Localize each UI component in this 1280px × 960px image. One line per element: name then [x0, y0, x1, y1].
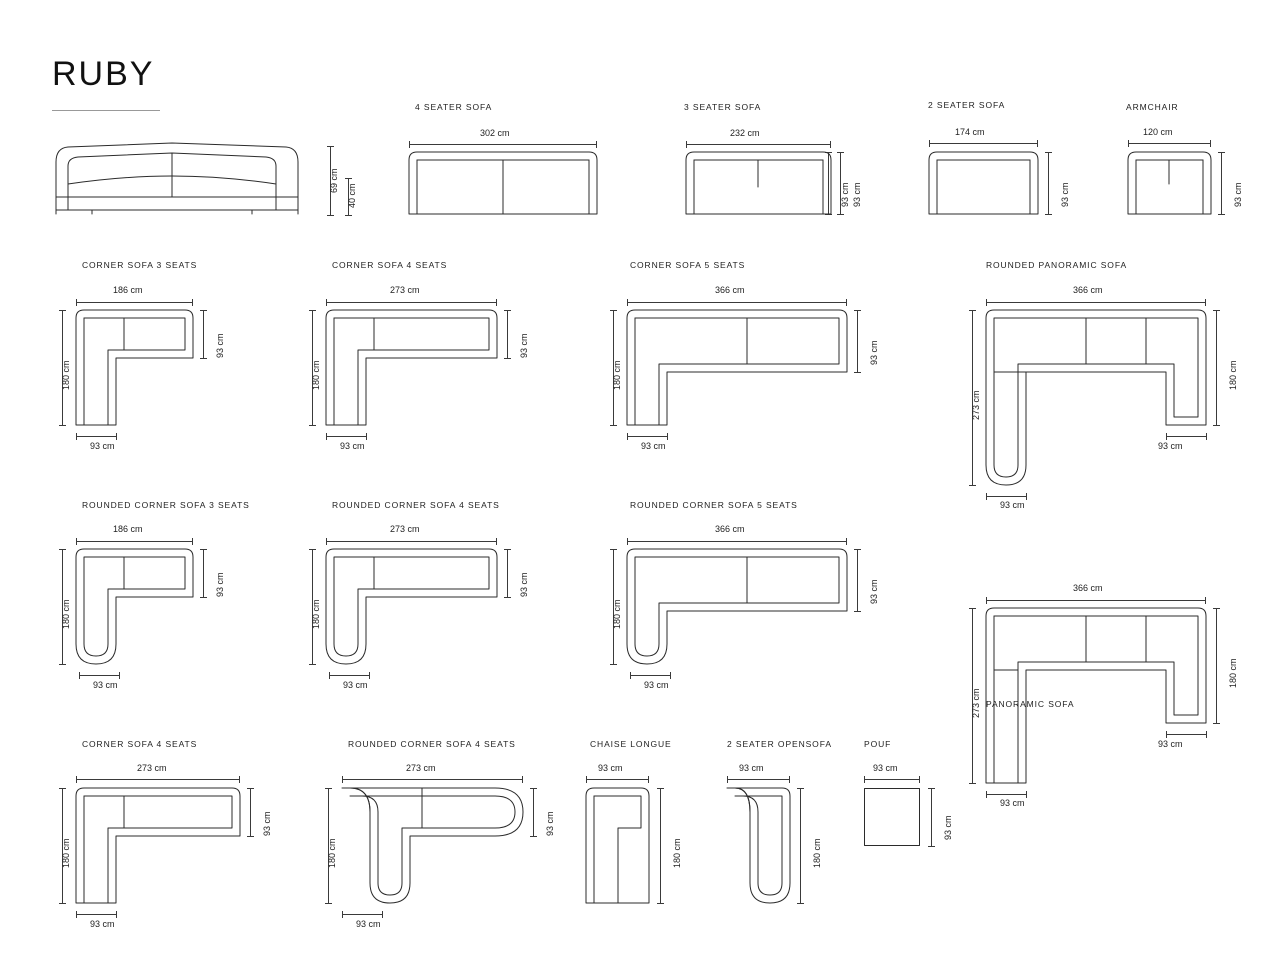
- item-corner-sofa-3-seats-width-label: 186 cm: [113, 285, 143, 295]
- item-corner-sofa-5-seats-width-tick-right: [846, 299, 847, 306]
- item-corner-sofa-4-seats-drawing: [326, 310, 497, 425]
- item-3-seater-sofa-width-label: 232 cm: [730, 128, 760, 138]
- item-panoramic-sofa-label: PANORAMIC SOFA: [986, 699, 1075, 709]
- item-rounded-corner-sofa-4-seats-foot-label: 93 cm: [343, 680, 368, 690]
- item-rounded-corner-sofa-5-seats-foot-tick-left: [630, 672, 631, 679]
- item-rounded-panoramic-sofa-depth-tick-bottom: [969, 485, 976, 486]
- item-rounded-panoramic-sofa-right-depth-line: [1216, 310, 1217, 425]
- item-corner-sofa-4-seats-label: CORNER SOFA 4 SEATS: [332, 260, 448, 270]
- item-rounded-corner-sofa-3-seats-label: ROUNDED CORNER SOFA 3 SEATS: [82, 500, 250, 510]
- item-2-seater-sofa-width-tick-right: [1037, 140, 1038, 147]
- item-chaise-longue-width-tick-right: [648, 776, 649, 783]
- item-4-seater-sofa-drawing: [409, 152, 597, 214]
- item-4-seater-sofa-depth-label: 93 cm: [840, 182, 850, 207]
- item-corner-sofa-5-seats-foot-label: 93 cm: [641, 441, 666, 451]
- item-panoramic-sofa-right-foot-line: [1166, 734, 1206, 735]
- item-rounded-corner-sofa-5-seats-depth-label: 180 cm: [612, 599, 622, 629]
- item-corner-sofa-3-seats-label: CORNER SOFA 3 SEATS: [82, 260, 198, 270]
- item-armchair-width-tick-right: [1210, 140, 1211, 147]
- title-divider: [52, 110, 160, 111]
- item-armchair-width-line: [1128, 143, 1210, 144]
- item-armchair-depth-label: 93 cm: [1233, 182, 1243, 207]
- item-rounded-panoramic-sofa-left-foot-label: 93 cm: [1000, 500, 1025, 510]
- item-panoramic-sofa-right-foot-tick-left: [1166, 731, 1167, 738]
- item-rounded-panoramic-sofa-right-foot-tick-right: [1206, 433, 1207, 440]
- item-rounded-panoramic-sofa-left-foot-tick-right: [1026, 493, 1027, 500]
- item-2-seater-sofa-depth-tick-top: [1045, 152, 1052, 153]
- item-2-seater-sofa-depth-tick-bottom: [1045, 214, 1052, 215]
- item-rounded-corner-sofa-3-seats-foot-tick-right: [119, 672, 120, 679]
- item-corner-sofa-4-seats-depth-label: 180 cm: [311, 360, 321, 390]
- item-3-seater-sofa-depth-tick-top: [837, 152, 844, 153]
- item-corner-sofa-4-seats-mirror-arm-line: [250, 788, 251, 836]
- item-corner-sofa-4-seats-mirror-foot-tick-left: [76, 911, 77, 918]
- item-corner-sofa-5-seats-depth-tick-bottom: [610, 425, 617, 426]
- item-corner-sofa-4-seats-mirror-width-tick-left: [76, 776, 77, 783]
- item-rounded-corner-sofa-3-seats-width-tick-right: [192, 538, 193, 545]
- item-corner-sofa-4-seats-mirror-width-label: 273 cm: [137, 763, 167, 773]
- item-4-seater-sofa-label: 4 SEATER SOFA: [415, 102, 493, 112]
- item-chaise-longue-drawing: [586, 788, 649, 903]
- item-pouf-width-label: 93 cm: [873, 763, 898, 773]
- item-corner-sofa-5-seats-arm-line: [857, 310, 858, 372]
- item-panoramic-sofa-right-depth-tick-bottom: [1213, 723, 1220, 724]
- item-panoramic-sofa-right-depth-label: 180 cm: [1228, 658, 1238, 688]
- item-rounded-corner-sofa-3-seats-arm-line: [203, 549, 204, 597]
- item-2-seater-opensofa-width-tick-left: [727, 776, 728, 783]
- item-corner-sofa-4-seats-mirror-foot-line: [76, 914, 116, 915]
- hero-height-40-tick-bottom: [345, 215, 352, 216]
- item-rounded-panoramic-sofa-right-foot-label: 93 cm: [1158, 441, 1183, 451]
- item-rounded-corner-sofa-5-seats-depth-tick-bottom: [610, 664, 617, 665]
- item-corner-sofa-4-seats-foot-tick-right: [366, 433, 367, 440]
- item-rounded-corner-sofa-5-seats-depth-tick-top: [610, 549, 617, 550]
- item-corner-sofa-5-seats-foot-tick-left: [627, 433, 628, 440]
- item-rounded-corner-sofa-3-seats-depth-tick-top: [59, 549, 66, 550]
- item-rounded-panoramic-sofa-left-foot-tick-left: [986, 493, 987, 500]
- item-rounded-panoramic-sofa-left-foot-line: [986, 496, 1026, 497]
- item-corner-sofa-4-seats-mirror-drawing: [76, 788, 240, 903]
- item-rounded-corner-sofa-4-seats-mirror-depth-tick-bottom: [325, 903, 332, 904]
- item-pouf-width-tick-left: [864, 776, 865, 783]
- item-rounded-corner-sofa-4-seats-depth-tick-bottom: [309, 664, 316, 665]
- item-pouf-width-line: [864, 779, 919, 780]
- item-pouf-depth-label: 93 cm: [943, 815, 953, 840]
- item-rounded-corner-sofa-3-seats-depth-label: 180 cm: [61, 599, 71, 629]
- item-rounded-corner-sofa-4-seats-arm-line: [507, 549, 508, 597]
- item-rounded-panoramic-sofa-width-line: [986, 302, 1205, 303]
- item-rounded-panoramic-sofa-depth-tick-top: [969, 310, 976, 311]
- item-rounded-corner-sofa-4-seats-foot-tick-left: [329, 672, 330, 679]
- item-corner-sofa-4-seats-arm-tick-top: [504, 310, 511, 311]
- item-rounded-corner-sofa-4-seats-mirror-depth-tick-top: [325, 788, 332, 789]
- item-rounded-corner-sofa-4-seats-mirror-arm-label: 93 cm: [545, 811, 555, 836]
- item-armchair-label: ARMCHAIR: [1126, 102, 1179, 112]
- item-4-seater-sofa-width-tick-right: [596, 141, 597, 148]
- item-rounded-corner-sofa-3-seats-arm-label: 93 cm: [215, 572, 225, 597]
- item-rounded-panoramic-sofa-right-depth-label: 180 cm: [1228, 360, 1238, 390]
- item-rounded-panoramic-sofa-drawing: [986, 310, 1206, 485]
- item-rounded-corner-sofa-3-seats-drawing: [76, 549, 193, 664]
- item-armchair-depth-line: [1221, 152, 1222, 214]
- item-panoramic-sofa-width-label: 366 cm: [1073, 583, 1103, 593]
- item-corner-sofa-5-seats-arm-tick-top: [854, 310, 861, 311]
- item-3-seater-sofa-depth-label: 93 cm: [852, 182, 862, 207]
- item-rounded-corner-sofa-4-seats-mirror-width-tick-right: [522, 776, 523, 783]
- item-panoramic-sofa-width-tick-left: [986, 597, 987, 604]
- item-rounded-panoramic-sofa-right-depth-tick-top: [1213, 310, 1220, 311]
- item-corner-sofa-3-seats-width-tick-right: [192, 299, 193, 306]
- item-panoramic-sofa-drawing: [986, 608, 1206, 783]
- item-rounded-corner-sofa-4-seats-mirror-arm-line: [533, 788, 534, 836]
- item-chaise-longue-width-tick-left: [586, 776, 587, 783]
- item-corner-sofa-4-seats-mirror-label: CORNER SOFA 4 SEATS: [82, 739, 198, 749]
- item-rounded-corner-sofa-3-seats-width-tick-left: [76, 538, 77, 545]
- item-corner-sofa-5-seats-width-label: 366 cm: [715, 285, 745, 295]
- item-rounded-corner-sofa-4-seats-width-line: [326, 541, 496, 542]
- item-rounded-corner-sofa-4-seats-arm-tick-bottom: [504, 597, 511, 598]
- item-corner-sofa-3-seats-foot-line: [76, 436, 116, 437]
- item-2-seater-sofa-label: 2 SEATER SOFA: [928, 100, 1006, 110]
- item-chaise-longue-depth-line: [660, 788, 661, 903]
- item-pouf-depth-tick-top: [928, 788, 935, 789]
- hero-front-view-drawing: [52, 140, 302, 215]
- item-corner-sofa-4-seats-mirror-depth-tick-top: [59, 788, 66, 789]
- item-corner-sofa-4-seats-mirror-arm-tick-top: [247, 788, 254, 789]
- item-2-seater-sofa-depth-line: [1048, 152, 1049, 214]
- item-rounded-corner-sofa-4-seats-mirror-width-tick-left: [342, 776, 343, 783]
- item-corner-sofa-5-seats-width-tick-left: [627, 299, 628, 306]
- item-corner-sofa-4-seats-mirror-foot-tick-right: [116, 911, 117, 918]
- item-rounded-panoramic-sofa-width-tick-left: [986, 299, 987, 306]
- item-rounded-corner-sofa-5-seats-arm-line: [857, 549, 858, 611]
- item-chaise-longue-depth-tick-top: [657, 788, 664, 789]
- item-2-seater-opensofa-width-tick-right: [789, 776, 790, 783]
- item-corner-sofa-5-seats-foot-tick-right: [667, 433, 668, 440]
- item-corner-sofa-3-seats-width-line: [76, 302, 192, 303]
- item-rounded-corner-sofa-5-seats-width-tick-right: [846, 538, 847, 545]
- hero-height-40-tick-top: [345, 178, 352, 179]
- item-corner-sofa-3-seats-foot-tick-right: [116, 433, 117, 440]
- item-rounded-corner-sofa-4-seats-arm-label: 93 cm: [519, 572, 529, 597]
- item-corner-sofa-4-seats-mirror-arm-tick-bottom: [247, 836, 254, 837]
- item-corner-sofa-3-seats-arm-tick-top: [200, 310, 207, 311]
- item-2-seater-sofa-width-line: [929, 143, 1037, 144]
- item-armchair-drawing: [1128, 152, 1211, 214]
- item-rounded-corner-sofa-4-seats-drawing: [326, 549, 497, 664]
- item-panoramic-sofa-depth-tick-top: [969, 608, 976, 609]
- hero-height-40-label: 40 cm: [347, 183, 357, 208]
- item-corner-sofa-3-seats-foot-label: 93 cm: [90, 441, 115, 451]
- item-3-seater-sofa-depth-tick-bottom: [837, 214, 844, 215]
- item-rounded-corner-sofa-4-seats-mirror-depth-label: 180 cm: [327, 838, 337, 868]
- item-corner-sofa-4-seats-width-tick-left: [326, 299, 327, 306]
- item-corner-sofa-5-seats-depth-label: 180 cm: [612, 360, 622, 390]
- item-2-seater-opensofa-width-line: [727, 779, 789, 780]
- item-corner-sofa-3-seats-drawing: [76, 310, 193, 425]
- item-3-seater-sofa-drawing: [686, 152, 831, 214]
- item-corner-sofa-5-seats-arm-label: 93 cm: [869, 340, 879, 365]
- item-rounded-panoramic-sofa-right-foot-line: [1166, 436, 1206, 437]
- item-rounded-corner-sofa-5-seats-width-line: [627, 541, 846, 542]
- item-rounded-corner-sofa-3-seats-arm-tick-top: [200, 549, 207, 550]
- item-2-seater-opensofa-depth-label: 180 cm: [812, 838, 822, 868]
- item-panoramic-sofa-depth-tick-bottom: [969, 783, 976, 784]
- item-corner-sofa-4-seats-foot-tick-left: [326, 433, 327, 440]
- hero-height-69-tick-top: [327, 146, 334, 147]
- item-rounded-corner-sofa-4-seats-mirror-foot-label: 93 cm: [356, 919, 381, 929]
- item-rounded-panoramic-sofa-right-foot-tick-left: [1166, 433, 1167, 440]
- item-rounded-corner-sofa-4-seats-mirror-foot-tick-left: [342, 911, 343, 918]
- item-panoramic-sofa-left-foot-label: 93 cm: [1000, 798, 1025, 808]
- item-corner-sofa-3-seats-arm-tick-bottom: [200, 358, 207, 359]
- item-panoramic-sofa-left-foot-tick-left: [986, 791, 987, 798]
- item-corner-sofa-3-seats-arm-label: 93 cm: [215, 333, 225, 358]
- item-2-seater-opensofa-depth-tick-bottom: [797, 903, 804, 904]
- item-rounded-corner-sofa-4-seats-foot-tick-right: [369, 672, 370, 679]
- item-rounded-corner-sofa-4-seats-mirror-width-label: 273 cm: [406, 763, 436, 773]
- item-corner-sofa-3-seats-depth-tick-top: [59, 310, 66, 311]
- item-corner-sofa-3-seats-foot-tick-left: [76, 433, 77, 440]
- item-3-seater-sofa-width-line: [686, 144, 830, 145]
- item-corner-sofa-4-seats-depth-tick-bottom: [309, 425, 316, 426]
- item-2-seater-sofa-depth-label: 93 cm: [1060, 182, 1070, 207]
- item-rounded-corner-sofa-4-seats-mirror-foot-tick-right: [382, 911, 383, 918]
- item-4-seater-sofa-width-tick-left: [409, 141, 410, 148]
- item-chaise-longue-width-line: [586, 779, 648, 780]
- item-corner-sofa-4-seats-arm-line: [507, 310, 508, 358]
- item-pouf-drawing: [864, 788, 920, 846]
- item-corner-sofa-4-seats-foot-line: [326, 436, 366, 437]
- item-corner-sofa-4-seats-mirror-foot-label: 93 cm: [90, 919, 115, 929]
- item-corner-sofa-4-seats-width-label: 273 cm: [390, 285, 420, 295]
- item-3-seater-sofa-width-tick-right: [830, 141, 831, 148]
- item-chaise-longue-depth-label: 180 cm: [672, 838, 682, 868]
- item-rounded-corner-sofa-5-seats-arm-tick-bottom: [854, 611, 861, 612]
- item-corner-sofa-4-seats-depth-tick-top: [309, 310, 316, 311]
- item-rounded-corner-sofa-3-seats-foot-tick-left: [79, 672, 80, 679]
- hero-height-69-label: 69 cm: [329, 168, 339, 193]
- item-2-seater-opensofa-drawing: [727, 788, 790, 903]
- item-rounded-corner-sofa-4-seats-width-tick-left: [326, 538, 327, 545]
- item-2-seater-sofa-width-tick-left: [929, 140, 930, 147]
- item-3-seater-sofa-label: 3 SEATER SOFA: [684, 102, 762, 112]
- item-2-seater-opensofa-label: 2 SEATER OPENSOFA: [727, 739, 832, 749]
- item-4-seater-sofa-width-line: [409, 144, 596, 145]
- item-2-seater-sofa-drawing: [929, 152, 1038, 214]
- item-pouf-label: POUF: [864, 739, 892, 749]
- page-title: RUBY: [52, 55, 155, 93]
- item-panoramic-sofa-width-line: [986, 600, 1205, 601]
- item-corner-sofa-4-seats-mirror-depth-tick-bottom: [59, 903, 66, 904]
- item-corner-sofa-5-seats-depth-tick-top: [610, 310, 617, 311]
- item-armchair-depth-tick-bottom: [1218, 214, 1225, 215]
- item-rounded-corner-sofa-5-seats-arm-label: 93 cm: [869, 579, 879, 604]
- item-rounded-corner-sofa-5-seats-label: ROUNDED CORNER SOFA 5 SEATS: [630, 500, 798, 510]
- item-rounded-corner-sofa-5-seats-drawing: [627, 549, 847, 664]
- item-pouf-width-tick-right: [919, 776, 920, 783]
- item-2-seater-sofa-width-label: 174 cm: [955, 127, 985, 137]
- item-corner-sofa-5-seats-arm-tick-bottom: [854, 372, 861, 373]
- item-rounded-corner-sofa-4-seats-foot-line: [329, 675, 369, 676]
- item-panoramic-sofa-depth-label: 273 cm: [971, 688, 981, 718]
- item-panoramic-sofa-left-foot-tick-right: [1026, 791, 1027, 798]
- item-rounded-corner-sofa-5-seats-width-tick-left: [627, 538, 628, 545]
- item-corner-sofa-5-seats-foot-line: [627, 436, 667, 437]
- item-corner-sofa-4-seats-width-tick-right: [496, 299, 497, 306]
- item-armchair-depth-tick-top: [1218, 152, 1225, 153]
- item-rounded-corner-sofa-5-seats-width-label: 366 cm: [715, 524, 745, 534]
- item-corner-sofa-4-seats-mirror-arm-label: 93 cm: [262, 811, 272, 836]
- item-rounded-corner-sofa-3-seats-arm-tick-bottom: [200, 597, 207, 598]
- item-3-seater-sofa-width-tick-left: [686, 141, 687, 148]
- item-corner-sofa-3-seats-width-tick-left: [76, 299, 77, 306]
- item-pouf-depth-line: [931, 788, 932, 846]
- item-rounded-panoramic-sofa-label: ROUNDED PANORAMIC SOFA: [986, 260, 1128, 270]
- hero-height-69-tick-bottom: [327, 215, 334, 216]
- item-rounded-panoramic-sofa-right-depth-tick-bottom: [1213, 425, 1220, 426]
- item-rounded-corner-sofa-3-seats-foot-line: [79, 675, 119, 676]
- item-corner-sofa-4-seats-width-line: [326, 302, 496, 303]
- item-pouf-depth-tick-bottom: [928, 846, 935, 847]
- item-rounded-corner-sofa-4-seats-mirror-arm-tick-top: [530, 788, 537, 789]
- item-rounded-corner-sofa-4-seats-arm-tick-top: [504, 549, 511, 550]
- item-rounded-corner-sofa-3-seats-depth-tick-bottom: [59, 664, 66, 665]
- item-corner-sofa-4-seats-foot-label: 93 cm: [340, 441, 365, 451]
- item-rounded-corner-sofa-5-seats-arm-tick-top: [854, 549, 861, 550]
- item-corner-sofa-3-seats-depth-label: 180 cm: [61, 360, 71, 390]
- item-rounded-corner-sofa-5-seats-foot-line: [630, 675, 670, 676]
- item-2-seater-opensofa-width-label: 93 cm: [739, 763, 764, 773]
- item-corner-sofa-3-seats-arm-line: [203, 310, 204, 358]
- item-panoramic-sofa-right-foot-tick-right: [1206, 731, 1207, 738]
- item-armchair-width-label: 120 cm: [1143, 127, 1173, 137]
- item-rounded-corner-sofa-5-seats-foot-label: 93 cm: [644, 680, 669, 690]
- item-corner-sofa-4-seats-mirror-depth-label: 180 cm: [61, 838, 71, 868]
- item-2-seater-opensofa-depth-tick-top: [797, 788, 804, 789]
- item-corner-sofa-4-seats-mirror-width-tick-right: [239, 776, 240, 783]
- item-panoramic-sofa-right-foot-label: 93 cm: [1158, 739, 1183, 749]
- item-rounded-corner-sofa-4-seats-depth-label: 180 cm: [311, 599, 321, 629]
- item-corner-sofa-4-seats-arm-tick-bottom: [504, 358, 511, 359]
- item-armchair-width-tick-left: [1128, 140, 1129, 147]
- item-corner-sofa-5-seats-drawing: [627, 310, 847, 425]
- item-rounded-panoramic-sofa-width-label: 366 cm: [1073, 285, 1103, 295]
- item-corner-sofa-5-seats-label: CORNER SOFA 5 SEATS: [630, 260, 746, 270]
- item-chaise-longue-depth-tick-bottom: [657, 903, 664, 904]
- item-rounded-corner-sofa-4-seats-mirror-label: ROUNDED CORNER SOFA 4 SEATS: [348, 739, 516, 749]
- item-2-seater-opensofa-depth-line: [800, 788, 801, 903]
- item-rounded-corner-sofa-4-seats-depth-tick-top: [309, 549, 316, 550]
- item-4-seater-sofa-width-label: 302 cm: [480, 128, 510, 138]
- item-rounded-corner-sofa-3-seats-foot-label: 93 cm: [93, 680, 118, 690]
- item-rounded-corner-sofa-4-seats-mirror-foot-line: [342, 914, 382, 915]
- item-rounded-corner-sofa-4-seats-width-tick-right: [496, 538, 497, 545]
- item-chaise-longue-label: CHAISE LONGUE: [590, 739, 672, 749]
- item-corner-sofa-3-seats-depth-tick-bottom: [59, 425, 66, 426]
- item-panoramic-sofa-width-tick-right: [1205, 597, 1206, 604]
- item-chaise-longue-width-label: 93 cm: [598, 763, 623, 773]
- item-panoramic-sofa-right-depth-tick-top: [1213, 608, 1220, 609]
- item-rounded-corner-sofa-3-seats-width-label: 186 cm: [113, 524, 143, 534]
- item-rounded-corner-sofa-3-seats-width-line: [76, 541, 192, 542]
- item-rounded-panoramic-sofa-depth-label: 273 cm: [971, 390, 981, 420]
- item-corner-sofa-5-seats-width-line: [627, 302, 846, 303]
- item-panoramic-sofa-left-foot-line: [986, 794, 1026, 795]
- item-rounded-corner-sofa-4-seats-mirror-width-line: [342, 779, 522, 780]
- item-rounded-corner-sofa-4-seats-mirror-arm-tick-bottom: [530, 836, 537, 837]
- item-panoramic-sofa-right-depth-line: [1216, 608, 1217, 723]
- item-rounded-corner-sofa-5-seats-foot-tick-right: [670, 672, 671, 679]
- item-corner-sofa-4-seats-arm-label: 93 cm: [519, 333, 529, 358]
- item-rounded-corner-sofa-4-seats-mirror-drawing: [342, 788, 523, 903]
- item-rounded-corner-sofa-4-seats-label: ROUNDED CORNER SOFA 4 SEATS: [332, 500, 500, 510]
- item-rounded-corner-sofa-4-seats-width-label: 273 cm: [390, 524, 420, 534]
- item-rounded-panoramic-sofa-width-tick-right: [1205, 299, 1206, 306]
- item-corner-sofa-4-seats-mirror-width-line: [76, 779, 239, 780]
